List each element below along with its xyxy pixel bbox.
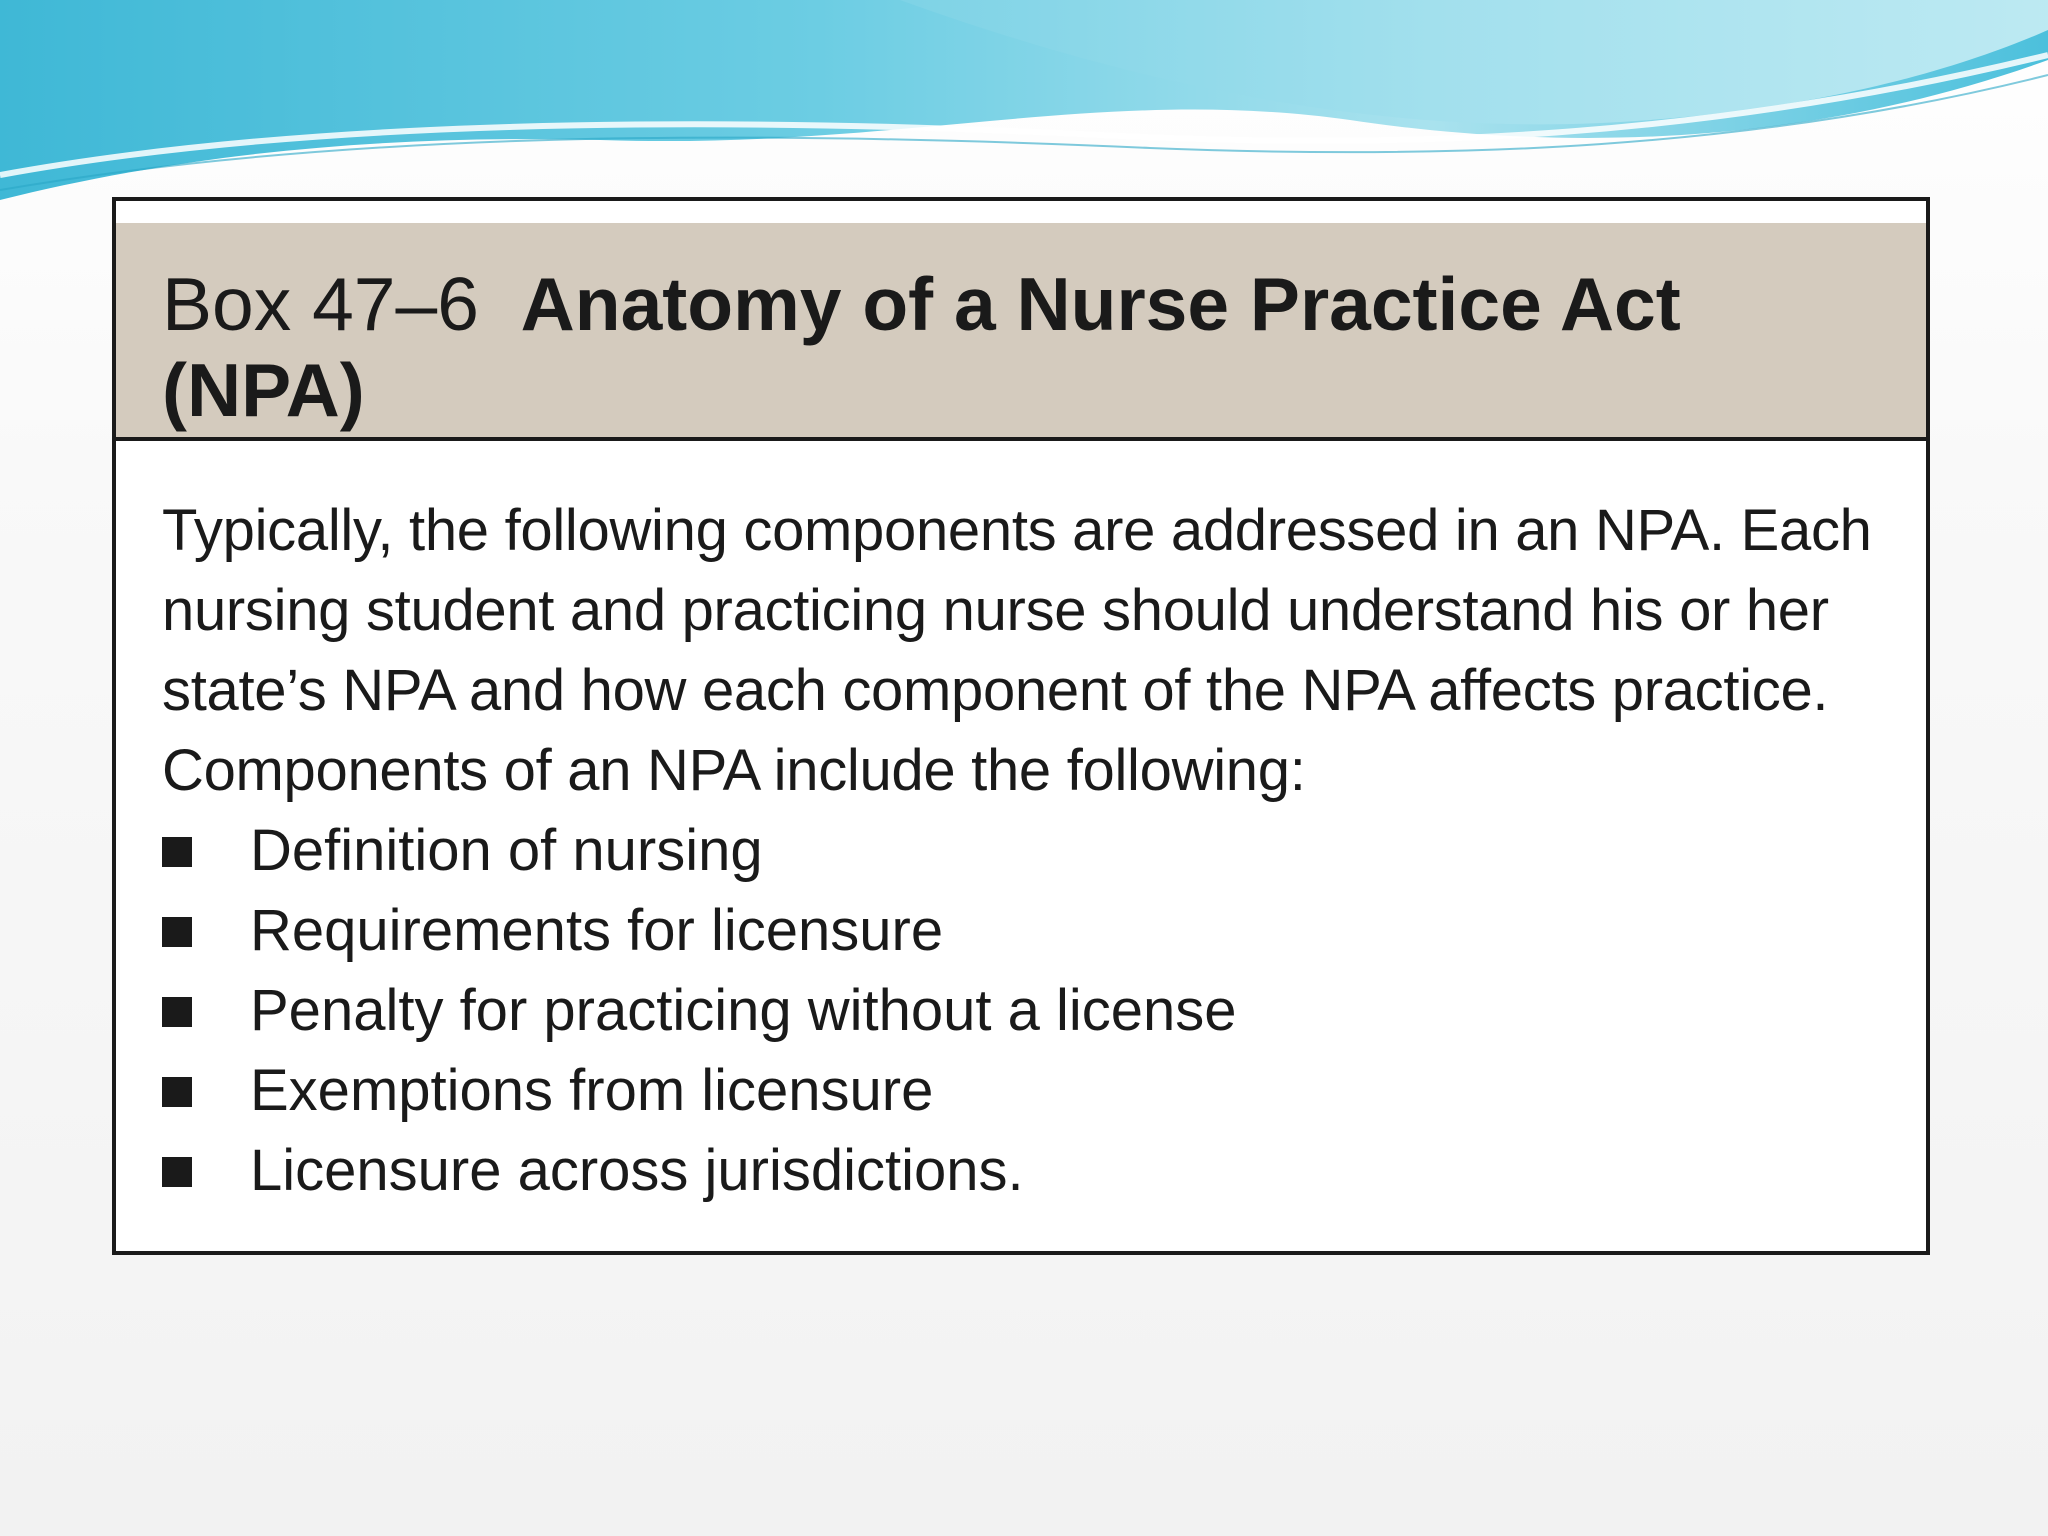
list-item-text: Licensure across jurisdictions. [250, 1138, 1024, 1203]
list-item [162, 891, 1892, 971]
box-number: Box 47–6 [162, 262, 479, 346]
list-item [162, 971, 1892, 1051]
intro-paragraph: Typically, the following components are addressed in an NPA. Each nursing student and practicing nurse should understand his or her state’s NPA and how each component of the NPA affects practice. Components of an NPA include the following: [162, 498, 1872, 803]
square-bullet-icon [162, 1077, 192, 1107]
box-title [162, 261, 1862, 433]
list-item [162, 1131, 1892, 1211]
list-item-text: Penalty for practicing without a license [250, 978, 1237, 1043]
box-title-text: Anatomy of a Nurse Practice Act (NPA) [162, 262, 1681, 432]
box-body [162, 491, 1892, 1211]
list-item-text: Exemptions from licensure [250, 1058, 934, 1123]
component-list [162, 811, 1892, 1211]
square-bullet-icon [162, 997, 192, 1027]
square-bullet-icon [162, 837, 192, 867]
box-header [116, 223, 1926, 441]
list-item [162, 1051, 1892, 1131]
npa-box [112, 197, 1930, 1255]
list-item-text: Requirements for licensure [250, 898, 944, 963]
list-item [162, 811, 1892, 891]
square-bullet-icon [162, 1157, 192, 1187]
list-item-text: Definition of nursing [250, 818, 763, 883]
square-bullet-icon [162, 917, 192, 947]
